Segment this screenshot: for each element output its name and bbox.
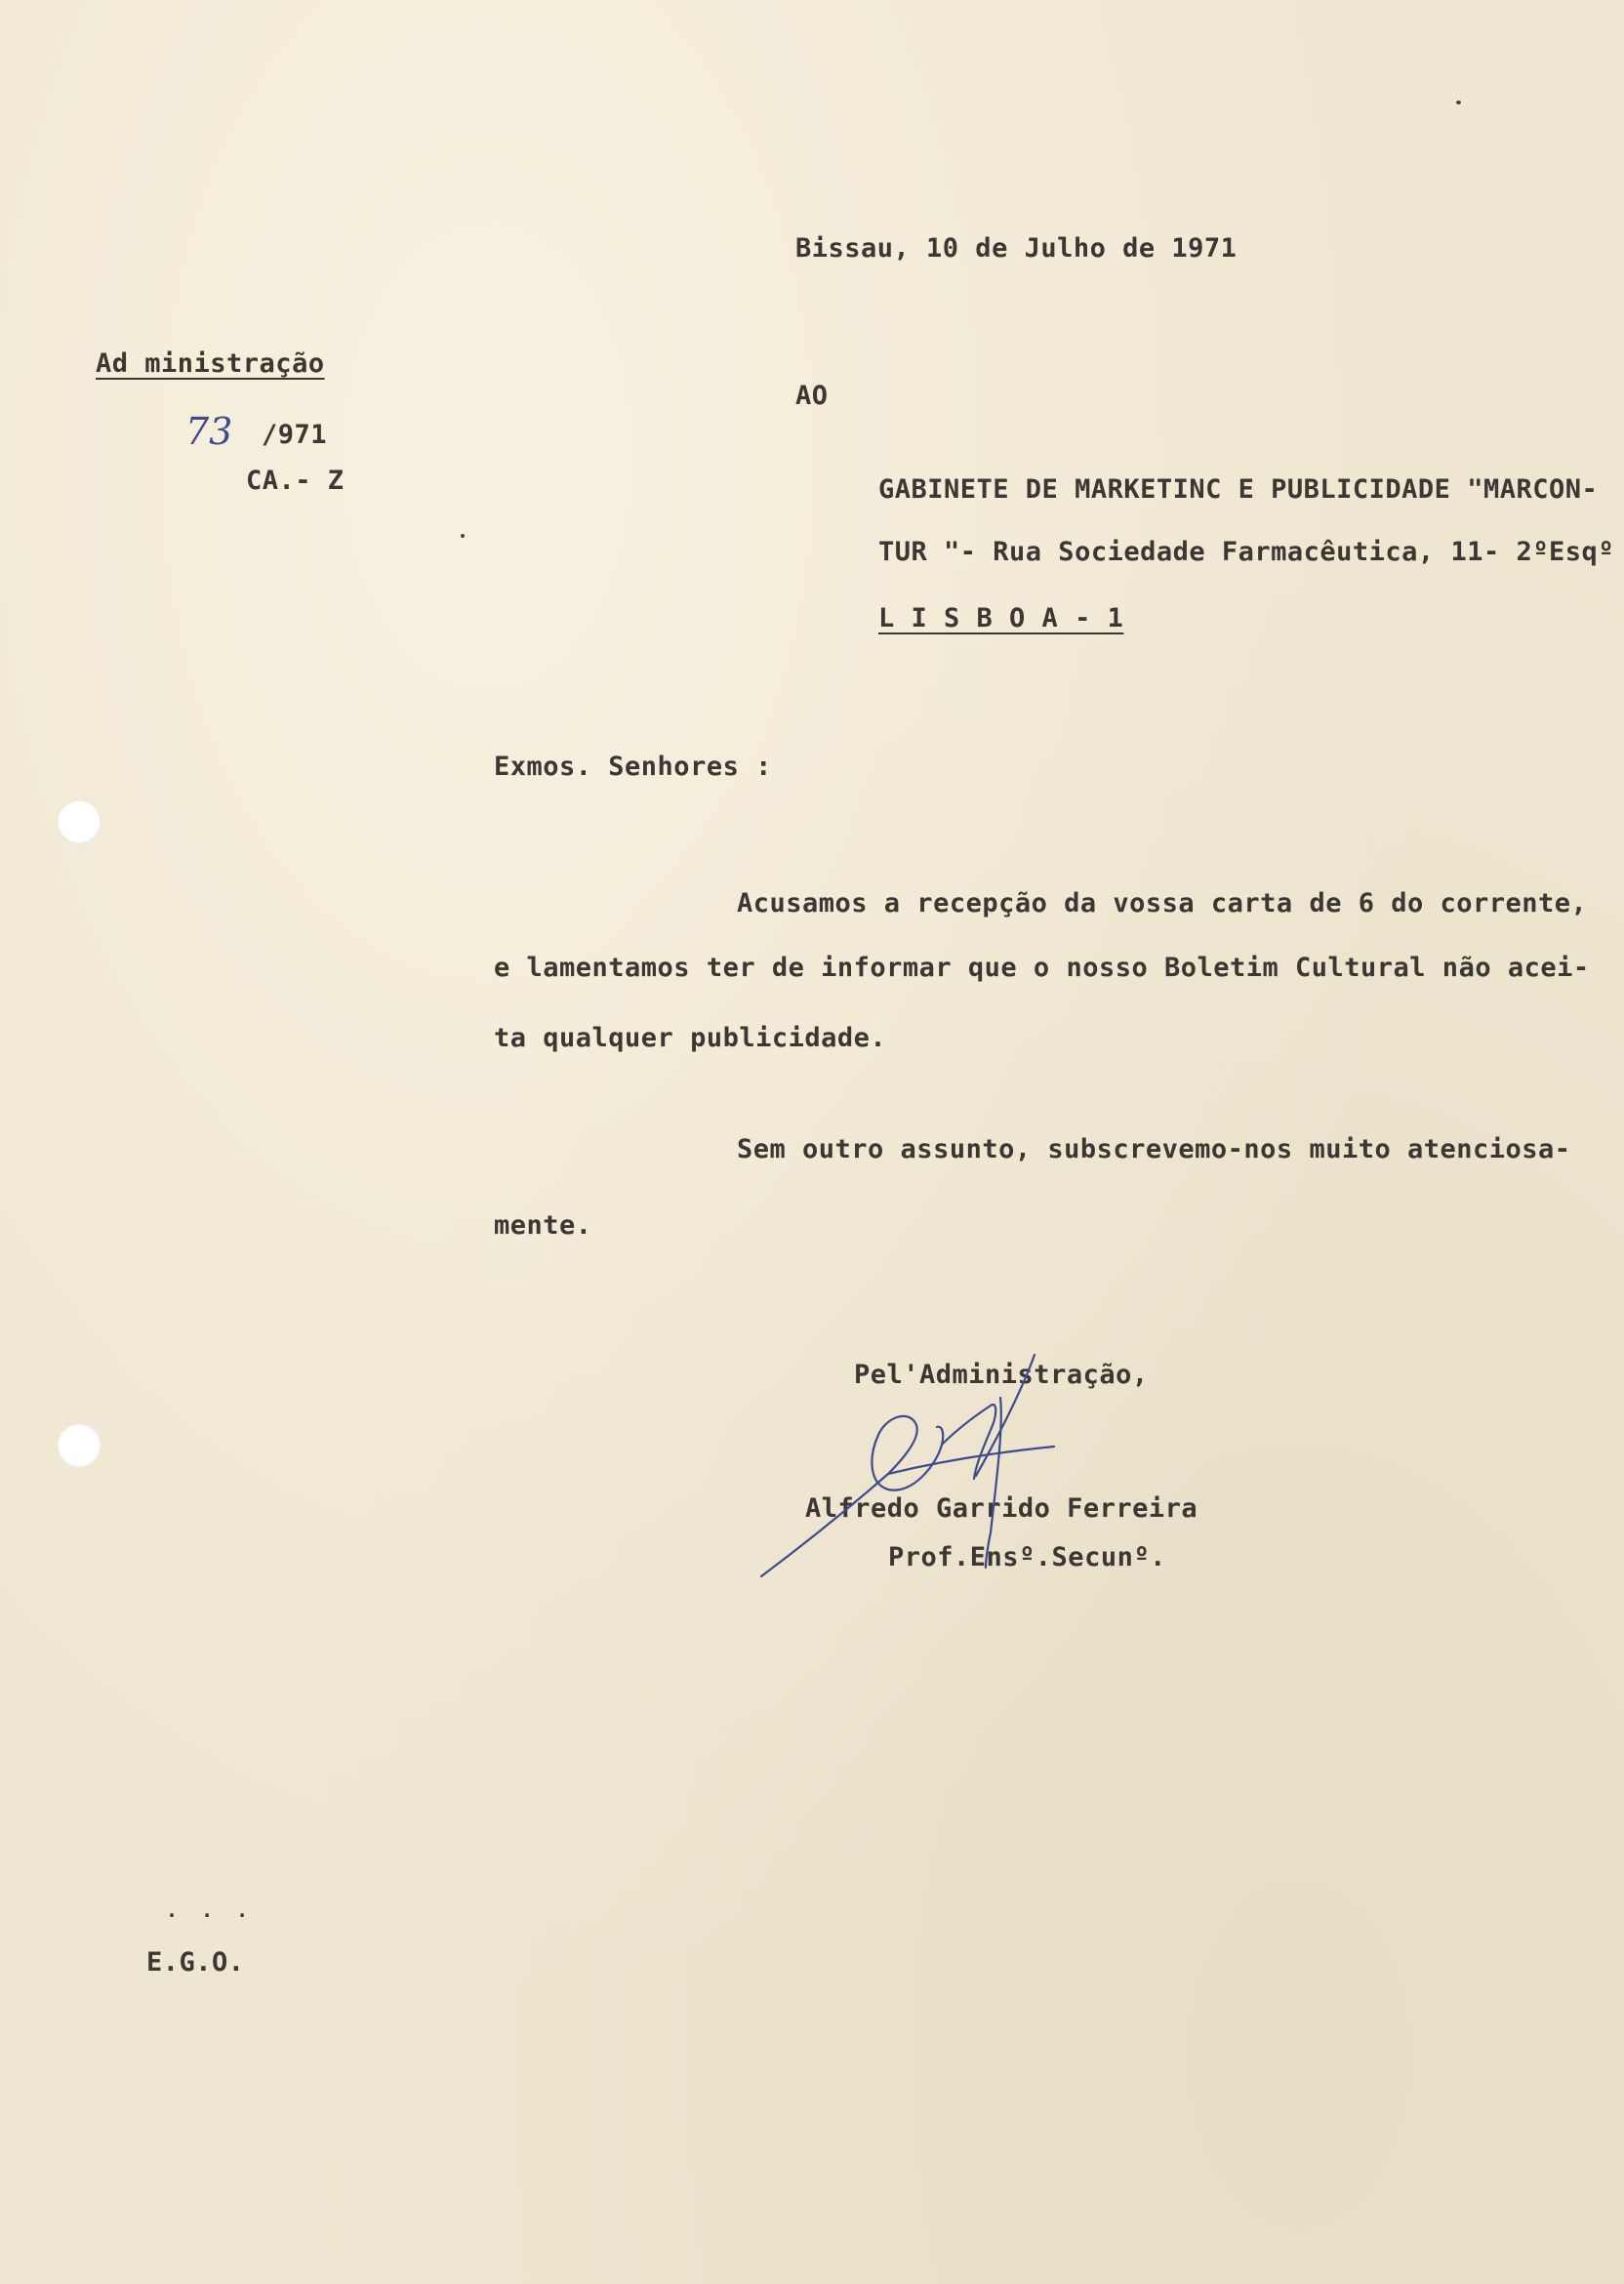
- paragraph-1-line-3: ta qualquer publicidade.: [494, 1023, 887, 1053]
- closing-on-behalf: Pel'Administração,: [854, 1360, 1149, 1390]
- reference-number: [185, 410, 328, 453]
- ink-speck: [461, 534, 465, 538]
- recipient-line-1: GABINETE DE MARKETINC E PUBLICIDADE "MARCON-: [878, 474, 1599, 505]
- handwritten-signature: [742, 1337, 1152, 1601]
- punch-hole-bottom: [57, 1423, 102, 1468]
- handwritten-reference: 73: [185, 410, 233, 453]
- punch-hole-top: [57, 799, 102, 844]
- signatory-title: Prof.Ensº.Secunº.: [888, 1542, 1166, 1572]
- reference-code: CA.- Z: [246, 466, 345, 496]
- paragraph-2-line-1: Sem outro assunto, subscrevemo-nos muito atenciosa-: [737, 1134, 1571, 1164]
- recipient-line-2: TUR "- Rua Sociedade Farmacêutica, 11- 2ºEsqº: [878, 537, 1614, 567]
- letter-date: Bissau, 10 de Julho de 1971: [795, 233, 1238, 264]
- reference-year: /971: [262, 420, 328, 450]
- signatory-name: Alfredo Garrido Ferreira: [805, 1493, 1198, 1524]
- paragraph-1-line-1: Acusamos a recepção da vossa carta de 6 do corrente,: [737, 888, 1588, 918]
- department-heading: Ad ministração: [96, 348, 325, 379]
- ink-speck: [1456, 101, 1461, 104]
- paragraph-1-line-2: e lamentamos ter de informar que o nosso Boletim Cultural não acei-: [494, 953, 1590, 983]
- typist-initials: E.G.O.: [146, 1947, 245, 1978]
- addressee-to: AO: [795, 381, 829, 411]
- footer-dots: . . .: [166, 1898, 255, 1922]
- paragraph-2-line-2: mente.: [494, 1210, 592, 1241]
- recipient-city: L I S B O A - 1: [878, 603, 1124, 633]
- salutation: Exmos. Senhores :: [494, 752, 772, 782]
